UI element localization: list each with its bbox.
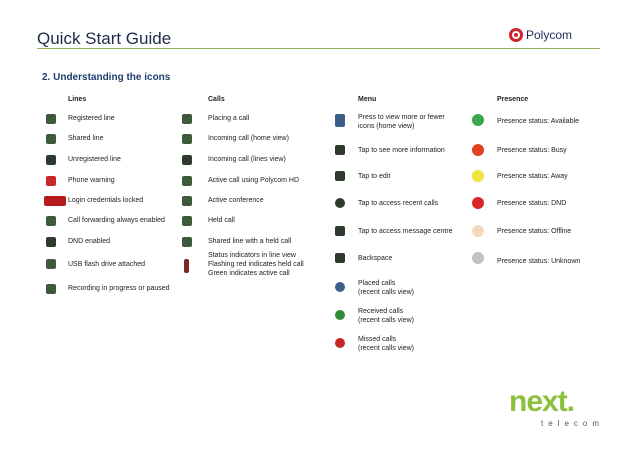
received-calls-icon [335,310,345,320]
held-call-icon [182,216,192,226]
incoming-call-lines-icon [182,155,192,165]
menu-item-line: Tap to edit [358,173,391,180]
col-header-presence: Presence [497,96,529,103]
view-toggle-icon [335,114,345,127]
next-telecom-logo [509,385,605,428]
lines-item: Phone warning [68,177,115,184]
edit-icon [335,171,345,181]
menu-item-line: Placed calls [358,280,396,287]
lines-item: DND enabled [68,238,111,245]
calls-item: Active conference [208,197,264,204]
status-indicator-icon [184,259,189,273]
calls-item: Placing a call [208,115,250,122]
dnd-icon [46,237,56,247]
polycom-logo [509,28,572,42]
menu-item-line: (recent calls view) [358,317,415,324]
calls-status-line: Flashing red indicates held call [208,261,304,268]
lines-item: Login credentials locked [68,197,144,204]
calls-item: Shared line with a held call [208,238,292,245]
menu-item-line: (recent calls view) [358,289,415,296]
recent-calls-icon [335,198,345,208]
placed-calls-icon [335,282,345,292]
col-header-menu: Menu [358,96,377,103]
menu-item-line: Backspace [358,255,393,262]
placing-call-icon [182,114,192,124]
lines-item: Unregistered line [68,156,121,163]
unregistered-line-icon [46,155,56,165]
presence-item: Presence status: DND [497,200,567,207]
menu-item-line: (recent calls view) [358,345,415,352]
lines-item: Shared line [68,135,104,142]
login-locked-icon [44,196,66,206]
menu-item-line: Tap to see more information [358,147,445,154]
calls-item: Incoming call (lines view) [208,156,286,163]
more-info-icon [335,145,345,155]
section-title: 2. Understanding the icons [42,72,171,83]
presence-busy-icon [472,144,484,156]
menu-item-line: Tap to access recent calls [358,200,439,207]
message-centre-icon [335,226,345,236]
calls-status-line: Status indicators in line view [208,252,296,259]
telecom-text: telecom [541,419,605,428]
menu-item-line: icons (home view) [358,123,415,130]
shared-line-icon [46,134,56,144]
shared-held-call-icon [182,237,192,247]
presence-item: Presence status: Away [497,173,568,180]
lines-item: USB flash drive attached [68,261,146,268]
lines-item: Registered line [68,115,115,122]
menu-item-line: Missed calls [358,336,397,343]
presence-item: Presence status: Unknown [497,258,581,265]
calls-status-line: Green indicates active call [208,270,290,277]
presence-dnd-icon [472,197,484,209]
presence-offline-icon [472,225,484,237]
menu-item-line: Tap to access message centre [358,228,453,235]
lines-item: Recording in progress or paused [68,285,170,292]
col-header-calls: Calls [208,96,225,103]
calls-item: Held call [208,217,235,224]
presence-item: Presence status: Available [497,118,579,125]
polycom-logo-icon [509,28,523,42]
page-title: Quick Start Guide [37,29,172,48]
registered-line-icon [46,114,56,124]
presence-away-icon [472,170,484,182]
recording-icon [46,284,56,294]
lines-item: Call forwarding always enabled [68,217,165,224]
active-call-hd-icon [182,176,192,186]
title-divider [37,48,600,49]
next-brand-text: next. [509,385,575,418]
polycom-logo-text: Polycom [526,28,573,42]
presence-item: Presence status: Busy [497,147,567,154]
calls-item: Active call using Polycom HD [208,177,300,184]
missed-calls-icon [335,338,345,348]
usb-icon [46,259,56,269]
active-conference-icon [182,196,192,206]
phone-warning-icon [46,176,56,186]
menu-item-line: Received calls [358,308,404,315]
backspace-icon [335,253,345,263]
col-header-lines: Lines [68,96,87,103]
presence-unknown-icon [472,252,484,264]
menu-item-line: Press to view more or fewer [358,114,445,121]
presence-item: Presence status: Offline [497,228,572,235]
call-forward-icon [46,216,56,226]
incoming-call-home-icon [182,134,192,144]
calls-item: Incoming call (home view) [208,135,289,142]
presence-available-icon [472,114,484,126]
